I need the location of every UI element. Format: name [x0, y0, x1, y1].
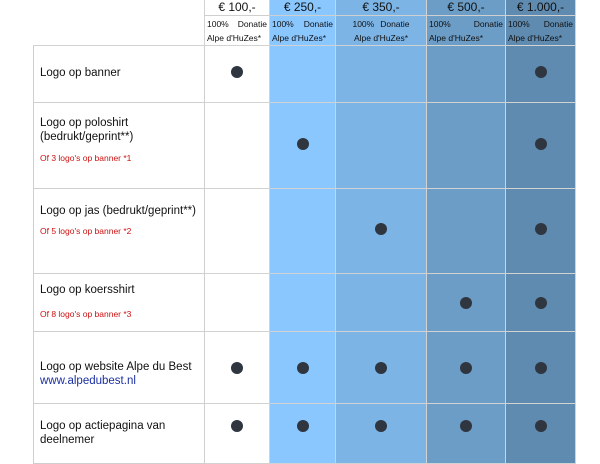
tier-cell: [205, 103, 270, 189]
tier-cell: [270, 46, 336, 103]
tier-cell: [205, 274, 270, 332]
tier-cell: [270, 189, 336, 274]
donatie-percent: 100%: [207, 19, 229, 29]
tier-cell: [205, 189, 270, 274]
tier-cell: [506, 332, 576, 404]
included-dot-icon: [460, 420, 472, 432]
included-dot-icon: [375, 223, 387, 235]
tier-cell: [270, 274, 336, 332]
table-row: [34, 332, 576, 404]
tier-cell: [205, 404, 270, 464]
table-row: [34, 189, 576, 274]
website-link[interactable]: www.alpedubest.nl: [40, 375, 136, 387]
tier-price: € 500,-: [427, 0, 505, 16]
tier-price: € 1.000,-: [506, 0, 575, 16]
tier-header-0: [205, 0, 270, 46]
row-label: Logo op website Alpe du Best: [40, 361, 192, 373]
donatie-line2: Alpe d'HuZes*: [272, 33, 327, 43]
tier-cell: [336, 274, 427, 332]
row-label-line2: (bedrukt/geprint**): [40, 131, 134, 143]
tier-cell: [205, 332, 270, 404]
tier-cell: [506, 103, 576, 189]
tier-cell: [427, 103, 506, 189]
row-label-cell: [34, 103, 205, 189]
tier-cell: [270, 103, 336, 189]
tier-cell: [336, 332, 427, 404]
row-label: Logo op banner: [40, 67, 121, 79]
row-note: Of 8 logo's op banner *3: [40, 309, 132, 319]
donatie-percent: 100%: [352, 19, 375, 29]
row-label: Logo op poloshirt: [40, 117, 129, 129]
included-dot-icon: [535, 297, 547, 309]
included-dot-icon: [535, 420, 547, 432]
donatie-word: Donatie: [303, 19, 333, 29]
sponsor-package-table: [33, 0, 576, 464]
tier-donatie: [336, 16, 426, 45]
tier-header-3: [427, 0, 506, 46]
included-dot-icon: [535, 362, 547, 374]
donatie-line2: Alpe d'HuZes*: [508, 33, 563, 43]
row-label: Logo op jas (bedrukt/geprint**): [40, 205, 196, 217]
tier-cell: [336, 404, 427, 464]
included-dot-icon: [231, 420, 243, 432]
row-label-cell: [34, 189, 205, 274]
tier-donatie: [506, 16, 575, 45]
donatie-percent: 100%: [429, 19, 451, 29]
donatie-word: Donatie: [237, 19, 267, 29]
tier-cell: [336, 46, 427, 103]
tier-price: € 250,-: [270, 0, 335, 16]
tier-donatie: [270, 16, 335, 45]
tier-price: € 100,-: [205, 0, 269, 16]
row-label: Logo op actiepagina van: [40, 420, 166, 432]
donatie-percent: 100%: [508, 19, 530, 29]
tier-price: € 350,-: [336, 0, 426, 16]
row-label-cell: [34, 404, 205, 464]
included-dot-icon: [535, 138, 547, 150]
included-dot-icon: [460, 297, 472, 309]
donatie-word: Donatie: [380, 19, 410, 29]
tier-cell: [270, 332, 336, 404]
tier-cell: [506, 274, 576, 332]
tier-donatie: [205, 16, 269, 45]
donatie-line2: Alpe d'HuZes*: [429, 33, 484, 43]
included-dot-icon: [297, 138, 309, 150]
tier-cell: [506, 46, 576, 103]
included-dot-icon: [231, 362, 243, 374]
tier-cell: [336, 189, 427, 274]
included-dot-icon: [231, 66, 243, 78]
tier-cell: [205, 46, 270, 103]
included-dot-icon: [535, 223, 547, 235]
tier-cell: [427, 332, 506, 404]
donatie-line2: Alpe d'HuZes*: [207, 33, 262, 43]
row-label-cell: [34, 332, 205, 404]
included-dot-icon: [375, 420, 387, 432]
header-corner: [34, 0, 205, 46]
included-dot-icon: [297, 420, 309, 432]
tier-donatie: [427, 16, 505, 45]
donatie-word: Donatie: [473, 19, 503, 29]
included-dot-icon: [535, 66, 547, 78]
donatie-word: Donatie: [543, 19, 573, 29]
table-row: [34, 404, 576, 464]
tier-header-1: [270, 0, 336, 46]
donatie-line2: Alpe d'HuZes*: [353, 33, 409, 43]
table-row: [34, 46, 576, 103]
row-label-line2: deelnemer: [40, 434, 95, 446]
tier-cell: [270, 404, 336, 464]
tier-cell: [336, 103, 427, 189]
table-row: [34, 274, 576, 332]
tier-cell: [427, 274, 506, 332]
row-label-cell: [34, 46, 205, 103]
table-row: [34, 103, 576, 189]
tier-cell: [506, 189, 576, 274]
tier-cell: [427, 46, 506, 103]
row-label: Logo op koersshirt: [40, 284, 135, 296]
donatie-percent: 100%: [272, 19, 294, 29]
tier-cell: [427, 404, 506, 464]
included-dot-icon: [460, 362, 472, 374]
included-dot-icon: [297, 362, 309, 374]
tier-header-2: [336, 0, 427, 46]
row-note: Of 5 logo's op banner *2: [40, 226, 132, 236]
tier-cell: [427, 189, 506, 274]
tier-cell: [506, 404, 576, 464]
tier-header-4: [506, 0, 576, 46]
header-row: [34, 0, 576, 46]
row-note: Of 3 logo's op banner *1: [40, 153, 132, 163]
included-dot-icon: [375, 362, 387, 374]
row-label-cell: [34, 274, 205, 332]
